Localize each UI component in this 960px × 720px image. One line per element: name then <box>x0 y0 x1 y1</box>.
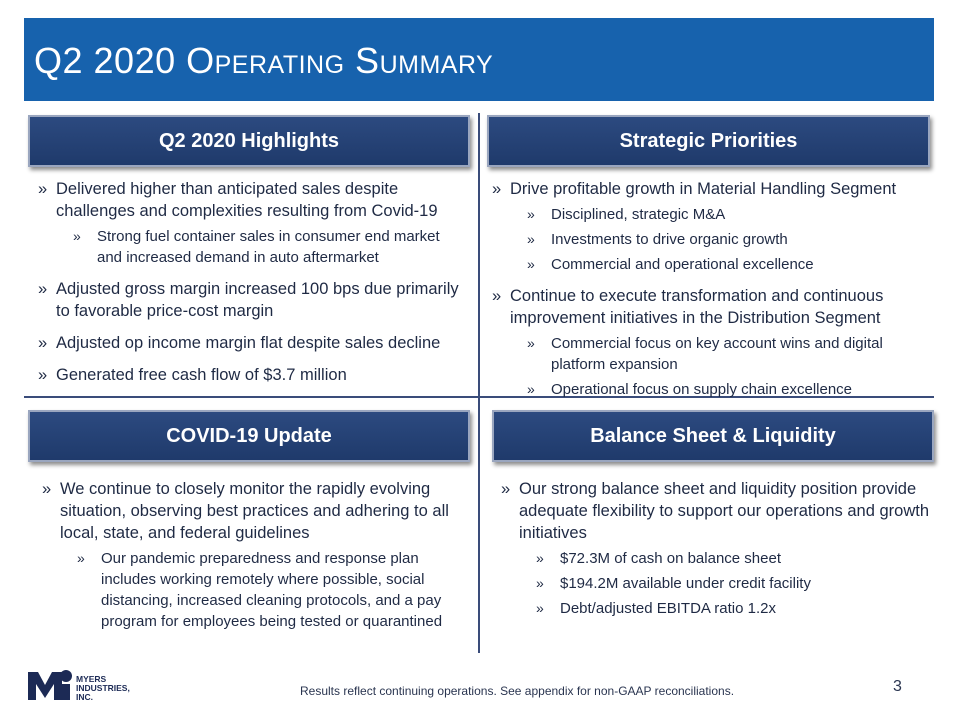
sub-bullet-list <box>97 226 468 268</box>
highlights-list <box>56 178 468 396</box>
sub-bullet-list <box>101 548 460 632</box>
bullet-item <box>510 178 930 275</box>
footnote: Results reflect continuing operations. See appendix for non-GAAP reconciliations. <box>300 684 735 698</box>
page-number: 3 <box>893 678 902 695</box>
sub-bullet-item: » $194.2M available under credit facility <box>560 573 934 594</box>
bullet-text: Generated free cash flow of $3.7 million <box>56 366 347 384</box>
strategic-header: Strategic Priorities <box>487 115 930 167</box>
highlights-header: Q2 2020 Highlights <box>28 115 470 167</box>
bullet-item <box>56 178 468 268</box>
bullet-item <box>56 278 468 322</box>
bullet-item <box>56 332 468 354</box>
logo-line-1: MYERS <box>76 674 107 684</box>
sub-bullet-item: » Debt/adjusted EBITDA ratio 1.2x <box>560 598 934 619</box>
sub-bullet-list <box>551 204 930 275</box>
balance-list <box>519 478 934 629</box>
bullet-text: Adjusted gross margin increased 100 bps due primarily to favorable price-cost margin <box>56 280 459 320</box>
company-logo <box>26 668 144 702</box>
bullet-item <box>510 285 930 400</box>
bullet-text: Drive profitable growth in Material Handling Segment <box>510 180 897 198</box>
bullet-item <box>60 478 460 632</box>
myers-logo-mark <box>26 668 144 702</box>
title-bar <box>24 18 934 101</box>
page-title: Q2 2020 Operating Summary <box>34 40 494 81</box>
logo-line-3: INC. <box>76 692 93 702</box>
bullet-text: Our strong balance sheet and liquidity position provide adequate flexibility to support our operations and growth initiatives <box>519 480 930 542</box>
bullet-item <box>56 364 468 386</box>
sub-bullet-item: » $72.3M of cash on balance sheet <box>560 548 934 569</box>
sub-bullet-item: » Investments to drive organic growth <box>551 229 930 250</box>
sub-bullet-list <box>560 548 934 619</box>
bullet-text: Continue to execute transformation and continuous improvement initiatives in the Distribution Segment <box>510 287 884 327</box>
sub-bullet-item: » Operational focus on supply chain excellence <box>551 379 930 400</box>
covid-list <box>60 478 460 642</box>
logo-line-2: INDUSTRIES, <box>76 683 130 693</box>
bullet-item <box>519 478 934 619</box>
strategic-list <box>510 178 930 410</box>
bullet-text: Delivered higher than anticipated sales despite challenges and complexities resulting from Covid-19 <box>56 180 438 220</box>
sub-bullet-list <box>551 333 930 400</box>
balance-header: Balance Sheet & Liquidity <box>492 410 934 462</box>
sub-bullet-item: » Commercial and operational excellence <box>551 254 930 275</box>
covid-header: COVID-19 Update <box>28 410 470 462</box>
sub-bullet-item: » Commercial focus on key account wins and digital platform expansion <box>551 333 930 375</box>
sub-bullet-item: » Strong fuel container sales in consumer end market and increased demand in auto aftermarket <box>97 226 468 268</box>
sub-bullet-item: » Disciplined, strategic M&A <box>551 204 930 225</box>
bullet-text: We continue to closely monitor the rapidly evolving situation, observing best practices and adhering to all local, state, and federal guidelines <box>60 480 449 542</box>
sub-bullet-item: » Our pandemic preparedness and response plan includes working remotely where possible, social distancing, increased cleaning protocols, and a pay program for employees being tested or quarantined <box>101 548 460 632</box>
vertical-divider <box>478 113 480 653</box>
bullet-text: Adjusted op income margin flat despite sales decline <box>56 334 441 352</box>
